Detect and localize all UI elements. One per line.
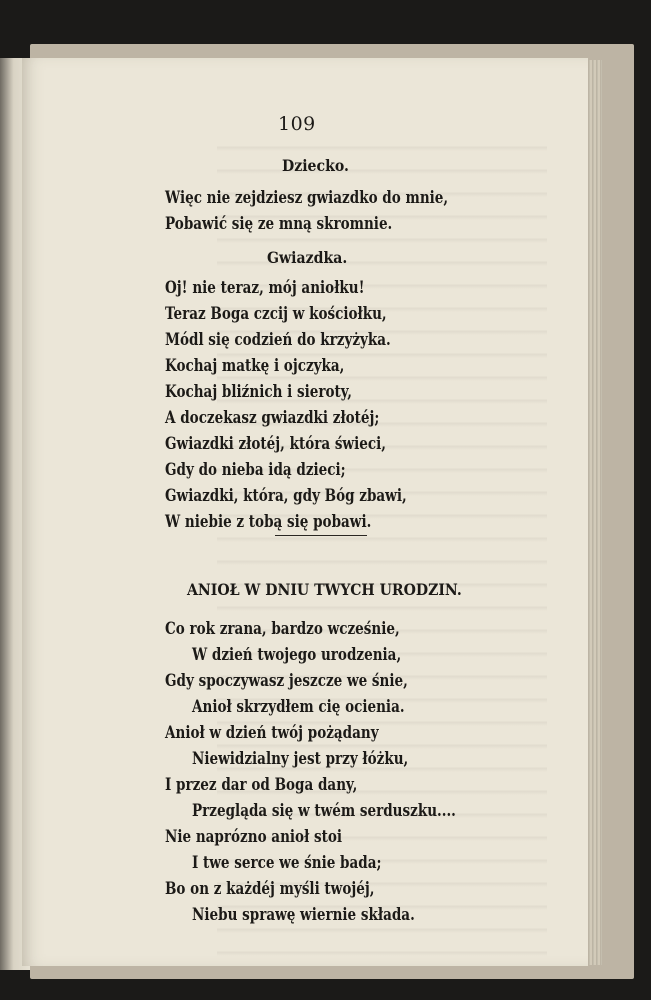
- poem-line: W niebie z tobą się pobawi.: [165, 512, 372, 531]
- poem-line: Pobawić się ze mną skromnie.: [165, 214, 393, 233]
- poem-line: Anioł skrzydłem cię ocienia.: [192, 697, 405, 716]
- poem-line: W dzień twojego urodzenia,: [192, 645, 402, 664]
- section-divider: [275, 535, 367, 536]
- poem-line: I przez dar od Boga dany,: [165, 775, 358, 794]
- poem-line: Gdy spoczywasz jeszcze we śnie,: [165, 671, 408, 690]
- poem-line: Przegląda się w twém serduszku....: [192, 801, 456, 820]
- poem-line: Co rok zrana, bardzo wcześnie,: [165, 619, 400, 638]
- section-heading-gwiazdka: Gwiazdka.: [267, 248, 348, 267]
- poem-line: Niebu sprawę wiernie składa.: [192, 905, 415, 924]
- poem-line: Oj! nie teraz, mój aniołku!: [165, 278, 365, 297]
- page-number: 109: [278, 113, 316, 135]
- poem-line: Gwiazdki złotéj, która świeci,: [165, 434, 386, 453]
- poem-line: A doczekasz gwiazdki złotéj;: [165, 408, 380, 427]
- poem-line: Nie naprózno anioł stoi: [165, 827, 343, 846]
- poem-line: Kochaj bliźnich i sieroty,: [165, 382, 353, 401]
- poem-line: Teraz Boga czcij w kościołku,: [165, 304, 387, 323]
- section-heading-dziecko: Dziecko.: [282, 156, 349, 175]
- poem-line: Kochaj matkę i ojczyka,: [165, 356, 345, 375]
- page-edges: [586, 60, 602, 965]
- poem-line: Bo on z każdéj myśli twojéj,: [165, 879, 375, 898]
- poem-line: Gwiazdki, która, gdy Bóg zbawi,: [165, 486, 407, 505]
- section-heading-aniol: ANIOŁ W DNIU TWYCH URODZIN.: [187, 580, 462, 599]
- poem-line: Anioł w dzień twój pożądany: [165, 723, 379, 742]
- poem-line: I twe serce we śnie bada;: [192, 853, 382, 872]
- book-page: [22, 58, 588, 966]
- poem-line: Więc nie zejdziesz gwiazdko do mnie,: [165, 188, 449, 207]
- page-text: [22, 58, 588, 966]
- poem-line: Niewidzialny jest przy łóżku,: [192, 749, 409, 768]
- poem-line: Módl się codzień do krzyżyka.: [165, 330, 391, 349]
- poem-line: Gdy do nieba idą dzieci;: [165, 460, 346, 479]
